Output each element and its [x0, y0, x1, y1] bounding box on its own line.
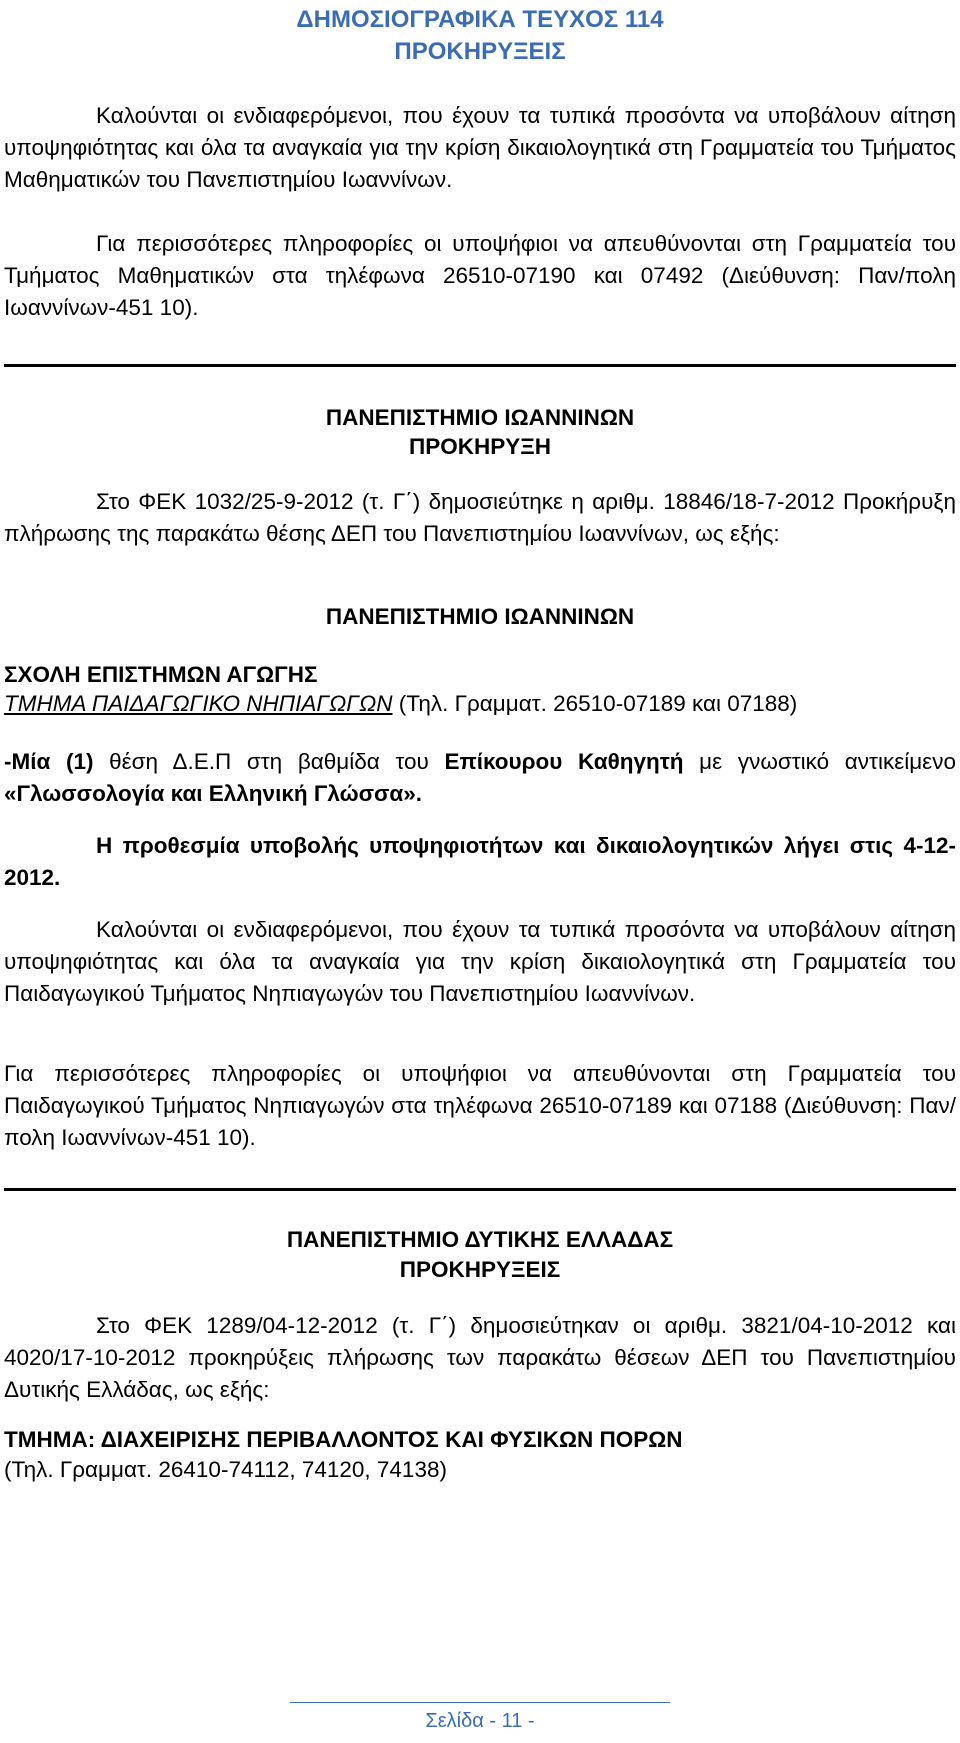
university-name: ΠΑΝΕΠΙΣΤΗΜΙΟ ΙΩΑΝΝΙΝΩΝ — [325, 604, 635, 629]
position-dep: Δ.Ε.Π — [172, 749, 232, 774]
section-divider — [4, 1188, 956, 1191]
paragraph-fek-ioannina: Στο ΦΕΚ 1032/25-9-2012 (τ. Γ΄) δημοσιεύτηκε η αριθμ. 18846/18-7-2012 Προκήρυξη πλήρωσης της παρακάτω θέσης ΔΕΠ του Πανεπιστημίου Ιωαννίνων, ως εξής: — [4, 489, 956, 546]
section-title-western-greece: ΠΑΝΕΠΙΣΤΗΜΙΟ ΔΥΤΙΚΗΣ ΕΛΛΑΔΑΣ — [286, 1227, 674, 1252]
footer-divider — [290, 1702, 670, 1703]
section-title-ioannina: ΠΑΝΕΠΙΣΤΗΜΙΟ ΙΩΑΝΝΙΝΩΝ — [325, 405, 635, 430]
paragraph-fek-western-greece: Στο ΦΕΚ 1289/04-12-2012 (τ. Γ΄) δημοσιεύτηκαν οι αριθμ. 3821/04-10-2012 και 4020/17-10-2012 προκηρύξεις πλήρωσης των παρακάτω θέσεων ΔΕΠ του Πανεπιστημίου Δυτικής Ελλάδας, ως εξής: — [4, 1313, 956, 1402]
position-description — [4, 746, 956, 810]
header-subtitle: ΠΡΟΚΗΡΥΞΕΙΣ — [394, 38, 566, 65]
school-name: ΣΧΟΛΗ ΕΠΙΣΤΗΜΩΝ ΑΓΩΓΗΣ — [4, 662, 318, 687]
position-rank: Επίκουρου Καθηγητή — [444, 749, 684, 774]
paragraph-call-math: Καλούνται οι ενδιαφερόμενοι, που έχουν τα τυπικά προσόντα να υποβάλουν αίτηση υποψηφιότητας και όλα τα αναγκαία για την κρίση δικαιολογητικά στη Γραμματεία του Τμήματος Μαθηματικών του Πανεπιστημίου Ιωαννίνων. — [4, 103, 956, 192]
position-text: θέση — [93, 749, 173, 774]
department-name: ΤΜΗΜΑ ΠΑΙΔΑΓΩΓΙΚΟ ΝΗΠΙΑΓΩΓΩΝ — [4, 691, 393, 716]
paragraph-info-math: Για περισσότερες πληροφορίες οι υποψήφιοι να απευθύνονται στη Γραμματεία του Τμήματος Μαθηματικών στα τηλέφωνα 26510-07190 και 07492 (Διεύθυνση: Παν/πολη Ιωαννίνων-451 10). — [4, 231, 956, 320]
position-count: -Μία (1) — [4, 749, 94, 774]
position-text: στη βαθμίδα του — [231, 749, 445, 774]
header-title: ΔΗΜΟΣΙΟΓΡΑΦΙΚΑ ΤΕΥΧΟΣ 114 — [296, 6, 664, 33]
position-subject: «Γλωσσολογία και Ελληνική Γλώσσα». — [4, 781, 423, 806]
paragraph-info-preschool: Για περισσότερες πληροφορίες οι υποψήφιοι να απευθύνονται στη Γραμματεία του Παιδαγωγικού Τμήματος Νηπιαγωγών στα τηλέφωνα 26510-07189 και 07188 (Διεύθυνση: Παν/πολη Ιωαννίνων-451 10). — [4, 1061, 956, 1150]
page-number: Σελίδα - 11 - — [425, 1710, 535, 1732]
department-environment: ΤΜΗΜΑ: ΔΙΑΧΕΙΡΙΣΗΣ ΠΕΡΙΒΑΛΛΟΝΤΟΣ ΚΑΙ ΦΥΣΙΚΩΝ ΠΟΡΩΝ — [4, 1427, 683, 1452]
position-text: με γνωστικό αντικείμενο — [683, 749, 956, 774]
section-subtitle-prokiryxi: ΠΡΟΚΗΡΥΞΗ — [409, 434, 551, 459]
department-phone: (Τηλ. Γραμματ. 26510-07189 και 07188) — [392, 691, 798, 716]
section-divider — [4, 364, 956, 367]
paragraph-call-preschool: Καλούνται οι ενδιαφερόμενοι, που έχουν τα τυπικά προσόντα να υποβάλουν αίτηση υποψηφιότητας και όλα τα αναγκαία για την κρίση δικαιολογητικά στη Γραμματεία του Παιδαγωγικού Τμήματος Νηπιαγωγών του Πανεπιστημίου Ιωαννίνων. — [4, 917, 956, 1006]
deadline-notice: Η προθεσμία υποβολής υποψηφιοτήτων και δικαιολογητικών λήγει στις 4-12-2012. — [4, 833, 956, 890]
department-environment-phone: (Τηλ. Γραμματ. 26410-74112, 74120, 74138) — [4, 1457, 447, 1482]
department-line — [4, 688, 956, 720]
section-subtitle-prokiryxeis: ΠΡΟΚΗΡΥΞΕΙΣ — [399, 1257, 561, 1282]
